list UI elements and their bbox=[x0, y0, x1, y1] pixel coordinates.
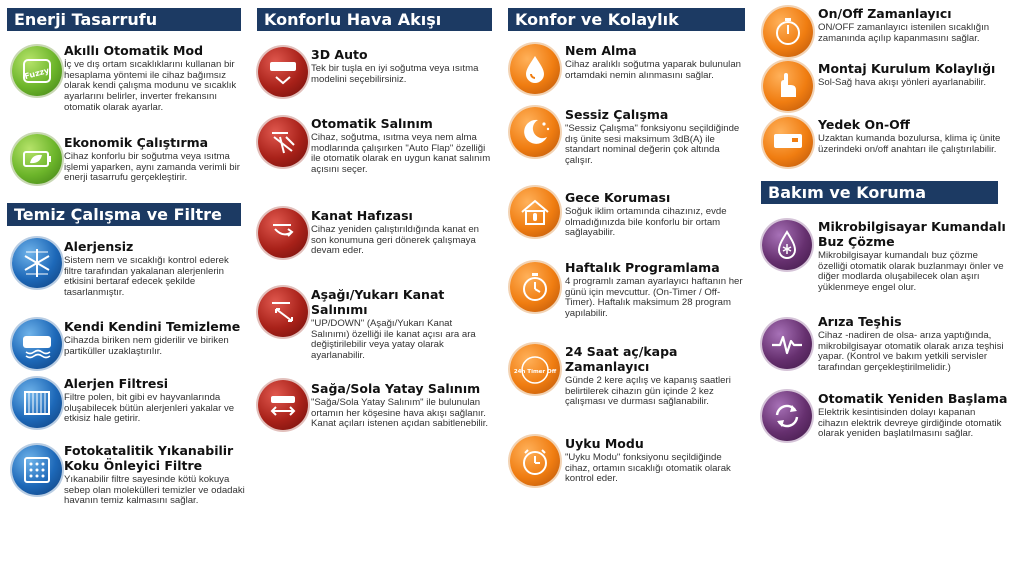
feature-title: Alerjen Filtresi bbox=[64, 376, 169, 391]
feature-title: 24 Saat aç/kapa Zamanlayıcı bbox=[565, 344, 678, 374]
feature-title: Montaj Kurulum Kolaylığı bbox=[818, 61, 996, 76]
flap-memory-icon bbox=[258, 208, 308, 258]
feature-description: Cihaz konforlu bir soğutma veya ısıtma işlemi yaparken, aynı zamanda verimli bir enerji tasarrufu gerçekleştirir. bbox=[64, 151, 240, 184]
auto-flap-icon bbox=[258, 117, 308, 167]
hand-install-icon bbox=[763, 61, 813, 111]
filter-mesh-icon bbox=[12, 378, 62, 428]
feature-title: Kanat Hafızası bbox=[311, 208, 413, 223]
feature-description: "UP/DOWN" (Aşağı/Yukarı Kanat Salınımı) özelliği ile kanat açısı ara ara değiştirilebilir veya yatay olarak ayarlanabilir. bbox=[311, 318, 476, 362]
stopwatch-icon bbox=[510, 262, 560, 312]
sleep-clock-icon bbox=[510, 436, 560, 486]
feature-description: Elektrik kesintisinden dolayı kapanan cihazın elektrik devreye girdiğinde otomatik olarak yeniden başlatılmasını sağlar. bbox=[818, 407, 1002, 440]
feature-description: Cihazda biriken nem giderilir ve biriken partiküller uzaklaştırılır. bbox=[64, 335, 229, 357]
feature-description: Filtre polen, bit gibi ev hayvanlarında oluşabilecek bütün alerjenleri yakalar ve etkisiz hale getirir. bbox=[64, 392, 235, 425]
feature-title: Otomatik Salınım bbox=[311, 116, 433, 131]
feature-title: Kendi Kendini Temizleme bbox=[64, 319, 241, 334]
feature-description: Cihaz, soğutma, ısıtma veya nem alma modlarında çalışırken "Auto Flap" özelliği ile otomatik olarak en uygun kanat salınım açısını seçer. bbox=[311, 132, 491, 176]
feature-title: 3D Auto bbox=[311, 47, 368, 62]
feature-description: Yıkanabilir filtre sayesinde kötü kokuya sebep olan molekülleri temizler ve odadaki havanın temiz kalmasını sağlar. bbox=[64, 474, 245, 507]
feature-description: 4 programlı zaman ayarlayıcı haftanın her günü için mevcuttur. (On-Timer / Off-Timer). Haftalık maksimum 28 program yapılabilir. bbox=[565, 276, 743, 320]
feature-description: Tek bir tuşla en iyi soğutma veya ısıtma modelini seçebilirsiniz. bbox=[311, 63, 479, 85]
feature-title: Haftalık Programlama bbox=[565, 260, 720, 275]
feature-title: On/Off Zamanlayıcı bbox=[818, 6, 952, 21]
restart-arrows-icon bbox=[762, 391, 812, 441]
feature-description: Sol-Sağ hava akışı yönleri ayarlanabilir. bbox=[818, 77, 986, 88]
feature-title: Uyku Modu bbox=[565, 436, 644, 451]
feature-description: Sistem nem ve sıcaklığı kontrol ederek filtre tarafından yakalanan alerjenlerin etkisini bertaraf edecek şekilde tasarlanmıştır. bbox=[64, 255, 229, 299]
feature-description: İç ve dış ortam sıcaklıklarını kullanan bir hesaplama yöntemi ile cihaz bağımsız olarak kendi çalışma modunu ve sıcaklık ayarlarını belirler, inverter frekansını otomatik olarak ayarlar. bbox=[64, 59, 237, 113]
feature-title: Mikrobilgisayar Kumandalı Buz Çözme bbox=[818, 219, 1006, 249]
feature-title: Akıllı Otomatik Mod bbox=[64, 43, 204, 58]
feature-title: Yedek On-Off bbox=[818, 117, 910, 132]
indoor-unit-airflow-icon bbox=[258, 47, 308, 97]
defrost-drop-icon bbox=[762, 220, 812, 270]
indoor-unit-switch-icon bbox=[763, 117, 813, 167]
indoor-unit-clean-icon bbox=[12, 319, 62, 369]
snowflake-filter-icon bbox=[12, 238, 62, 288]
feature-description: "Uyku Modu" fonksiyonu seçildiğinde cihaz, ortamın sıcaklığı otomatik olarak kontrol eder. bbox=[565, 452, 731, 485]
feature-description: Cihaz yeniden çalıştırıldığında kanat en son konumuna geri dönerek çalışmaya devam eder. bbox=[311, 224, 479, 257]
battery-leaf-icon bbox=[12, 134, 62, 184]
24h-timer-off-icon bbox=[510, 344, 560, 394]
photocatalytic-filter-icon bbox=[12, 445, 62, 495]
section-header-comfort-convenience: Konfor ve Kolaylık bbox=[508, 8, 745, 31]
feature-title: Ekonomik Çalıştırma bbox=[64, 135, 209, 150]
fuzzy-icon bbox=[12, 46, 62, 96]
water-drop-icon bbox=[510, 44, 560, 94]
feature-title: Nem Alma bbox=[565, 43, 637, 58]
section-header-comfortable-airflow: Konforlu Hava Akışı bbox=[257, 8, 492, 31]
feature-description: Cihaz -nadiren de olsa- arıza yaptığında, mikrobilgisayar otomatik olarak arıza teşhisi yapar. (Kontrol ve bakım yetkili servisler tarafından gerçekleştirilmelidir.) bbox=[818, 330, 1004, 374]
section-header-energy-saving: Enerji Tasarrufu bbox=[7, 8, 241, 31]
power-timer-icon bbox=[763, 7, 813, 57]
feature-description: "Sessiz Çalışma" fonksiyonu seçildiğinde dış ünite sesi maksimum 3dB(A) ile standart nominal değerin çok altında çalışır. bbox=[565, 123, 740, 167]
feature-description: ON/OFF zamanlayıcı istenilen sıcaklığın zamanında açılıp kapanmasını sağlar. bbox=[818, 22, 990, 44]
feature-title: Alerjensiz bbox=[64, 239, 134, 254]
feature-title: Aşağı/Yukarı Kanat Salınımı bbox=[311, 287, 445, 317]
feature-description: Mikrobilgisayar kumandalı buz çözme özelliği otomatik olarak buzlanmayı önler ve diğer modlarda oluşabilecek olan aşırı yüklenmeye engel olur. bbox=[818, 250, 1004, 294]
feature-description: "Sağa/Sola Yatay Salınım" ile bulunulan ortamın her köşesine hava akışı sağlanır. Kanat açıları istenen açıdan sabitlenebilir. bbox=[311, 397, 489, 430]
feature-description: Uzaktan kumanda bozulursa, klima iç ünite üzerindeki on/off anahtarı ile çalıştırılabilir. bbox=[818, 133, 1001, 155]
house-thermometer-icon bbox=[510, 187, 560, 237]
moon-stars-icon bbox=[510, 107, 560, 157]
feature-title: Arıza Teşhis bbox=[818, 314, 902, 329]
feature-description: Soğuk iklim ortamında cihazınız, evde olmadığınızda bile konforlu bir ortam sağlayabilir. bbox=[565, 206, 727, 239]
heartbeat-icon bbox=[762, 319, 812, 369]
timer-icon-label: 24h Timer Off bbox=[513, 369, 557, 375]
feature-title: Fotokatalitik Yıkanabilir Koku Önleyici Filtre bbox=[64, 443, 234, 473]
section-header-clean-operation: Temiz Çalışma ve Filtre bbox=[7, 203, 241, 226]
feature-description: Günde 2 kere açılış ve kapanış saatleri belirtilerek cihazın gün içinde 2 kez çalışması ve durması sağlanabilir. bbox=[565, 375, 731, 408]
feature-title: Sağa/Sola Yatay Salınım bbox=[311, 381, 481, 396]
feature-title: Otomatik Yeniden Başlama bbox=[818, 391, 1008, 406]
fuzzy-icon-label: Fuzzy bbox=[23, 65, 51, 82]
feature-title: Gece Koruması bbox=[565, 190, 671, 205]
section-header-maintenance: Bakım ve Koruma bbox=[761, 181, 998, 204]
feature-description: Cihaz aralıklı soğutma yaparak bulunulan ortamdaki nemin alınmasını sağlar. bbox=[565, 59, 741, 81]
feature-title: Sessiz Çalışma bbox=[565, 107, 669, 122]
left-right-arrows-icon bbox=[258, 380, 308, 430]
up-down-arrows-icon bbox=[258, 287, 308, 337]
